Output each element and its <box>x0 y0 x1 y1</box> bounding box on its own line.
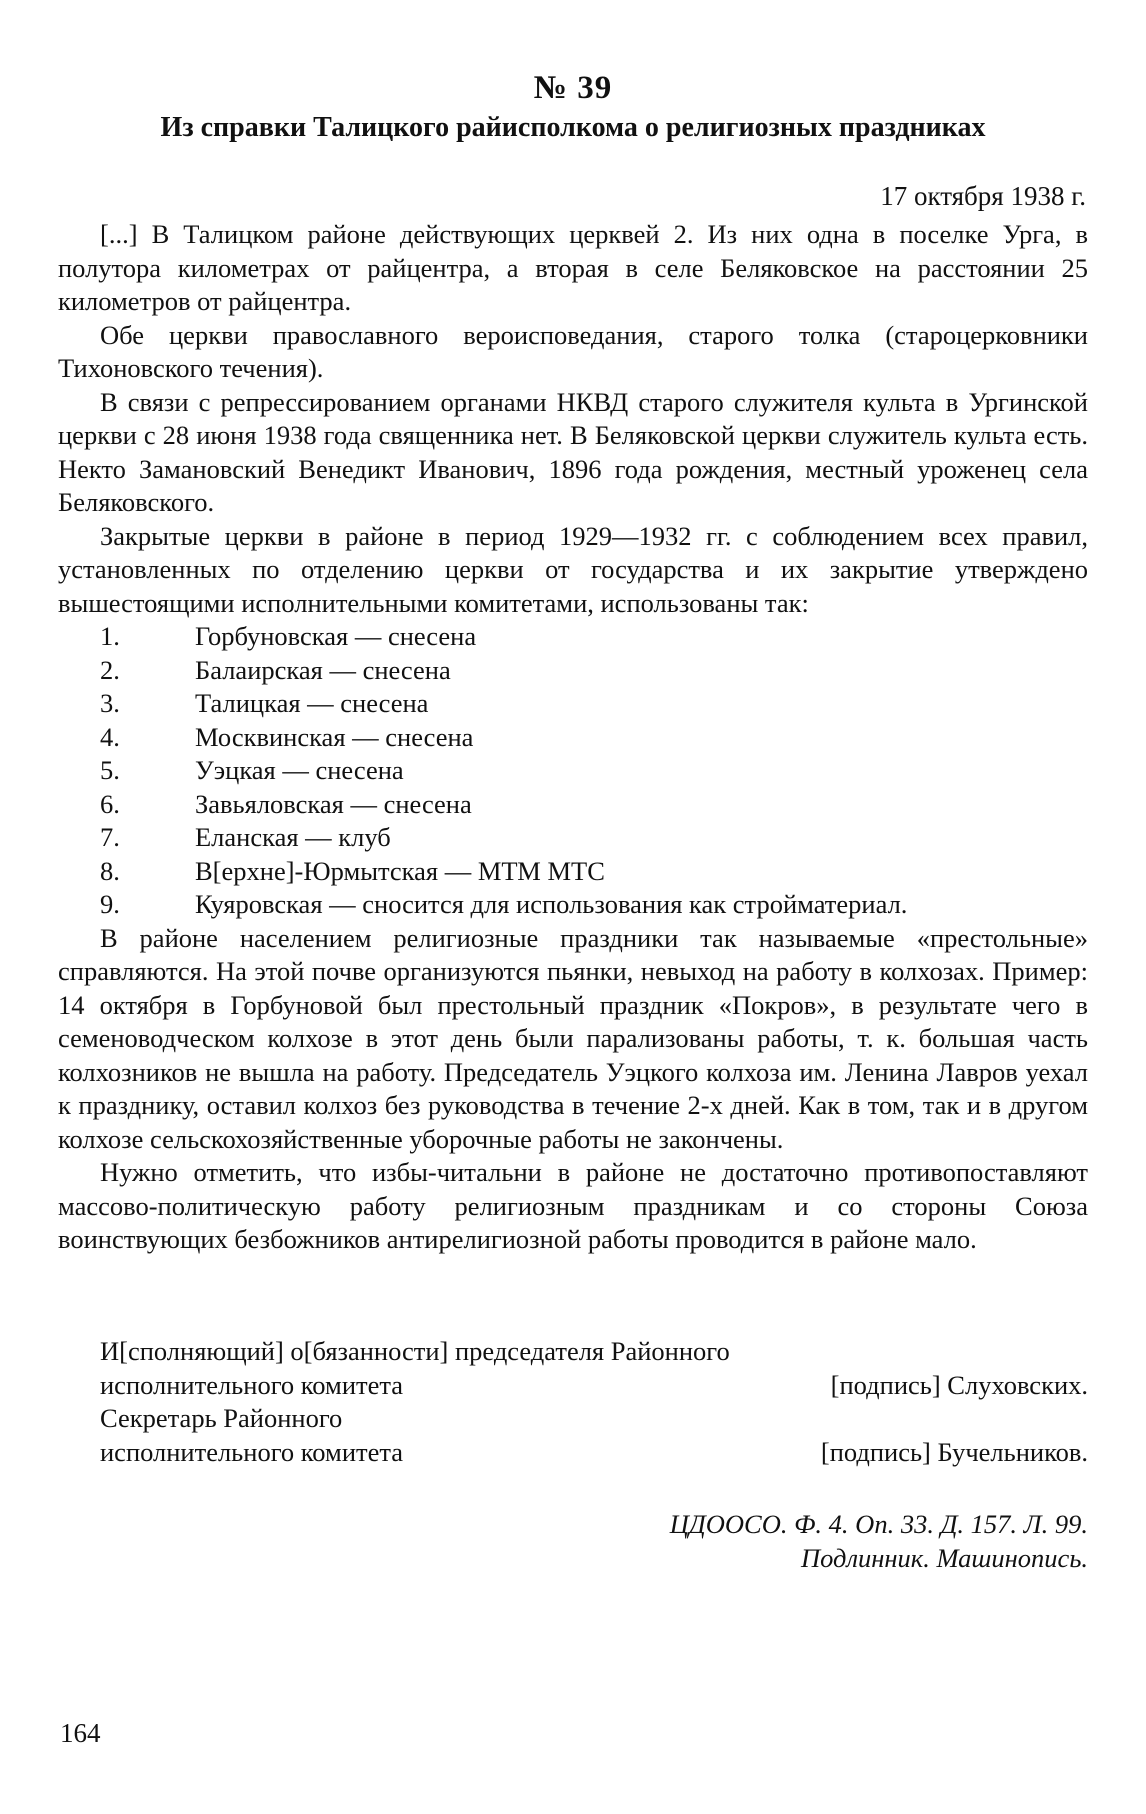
list-item <box>58 721 1088 755</box>
signature-line <box>100 1369 1088 1403</box>
signatory-name: [подпись] Бучельников. <box>820 1436 1088 1467</box>
list-item-text: В[ерхне]-Юрмытская — МТМ МТС <box>195 855 605 886</box>
document-date: 17 октября 1938 г. <box>880 181 1086 211</box>
page-number: 164 <box>60 1718 101 1748</box>
list-item <box>58 821 1088 855</box>
signatory-title: исполнительного комитета <box>100 1369 404 1400</box>
paragraph-holidays: В районе населением религиозные праздники так называемые «престольные» справляются. На этой почве организуются пьянки, невыход на работу в колхозах. Пример: 14 октября в Горбуновой был престольный праздник «Покров», в результате чего в семеноводческом колхозе в этот день были парализованы работы, т. к. большая часть колхозников не вышла на работу. Председатель Уэцкого колхоза им. Ленина Лавров уехал к празднику, оставил колхоз без руководства в течение 2-х дней. Как в том, так и в другом колхозе сельскохозяйственные уборочные работы не закончены. <box>58 922 1088 1154</box>
list-item-number: 2. <box>100 654 120 685</box>
signature-line <box>100 1436 1088 1470</box>
paragraph-churches-count: [...] В Талицком районе действующих церквей 2. Из них одна в поселке Урга, в полутора километрах от райцентра, а вторая в селе Беляковское на расстоянии 25 километров от райцентра. <box>58 219 1088 316</box>
list-item-number: 3. <box>100 688 120 718</box>
list-item-text: Уэцкая — снесена <box>195 755 404 785</box>
list-item <box>58 654 1088 688</box>
closed-churches-list <box>58 620 1088 922</box>
paragraph-reading-rooms: Нужно отметить, что избы-читальни в районе не достаточно противопоставляют массово-политическую работу религиозным праздникам и со стороны Союза воинствующих безбожников антирелигиозной работы проводится в районе мало. <box>58 1157 1088 1254</box>
list-item-number: 4. <box>100 721 120 752</box>
document-number: № 39 <box>533 70 613 106</box>
list-item <box>58 754 1088 788</box>
list-item-text: Москвинская — снесена <box>195 721 474 752</box>
list-item-text: Балаирская — снесена <box>195 654 451 685</box>
list-item-number: 9. <box>100 889 120 919</box>
list-item-number: 6. <box>100 788 120 819</box>
list-item-text: Завьяловская — снесена <box>195 788 472 819</box>
list-item-number: 8. <box>100 855 120 886</box>
list-item <box>58 888 1088 922</box>
paragraph-closed-churches: Закрытые церкви в районе в период 1929—1932 гг. с соблюдением всех правил, установленных по отделению церкви от государства и их закрытие утверждено вышестоящими исполнительными комитетами, использованы так: <box>58 520 1088 618</box>
list-item <box>58 687 1088 721</box>
list-item-text: Куяровская — сносится для использования как стройматериал. <box>195 889 908 919</box>
signature-block <box>100 1335 1088 1469</box>
list-item <box>58 855 1088 889</box>
list-item-text: Еланская — клуб <box>195 822 391 852</box>
paragraph-denomination: Обе церкви православного вероисповедания, старого толка (староцерковники Тихоновского течения). <box>58 319 1088 383</box>
signature-line <box>100 1335 1088 1369</box>
archive-citation <box>670 1508 1088 1575</box>
list-item-number: 1. <box>100 621 120 651</box>
signatory-name: [подпись] Слуховских. <box>830 1369 1088 1400</box>
list-item-text: Горбуновская — снесена <box>195 621 477 651</box>
signatory-title: И[сполняющий] о[бязанности] председателя Районного <box>100 1336 730 1366</box>
list-item <box>58 620 1088 654</box>
document-title: Из справки Талицкого райисполкома о религиозных праздниках <box>160 112 986 143</box>
signatory-title: исполнительного комитета <box>100 1436 404 1467</box>
archive-reference: ЦДООСО. Ф. 4. Оп. 33. Д. 157. Л. 99. <box>669 1509 1088 1539</box>
list-item-number: 5. <box>100 755 120 785</box>
archive-note: Подлинник. Машинопись. <box>801 1542 1088 1573</box>
document-body <box>58 218 1088 1257</box>
signature-line <box>100 1402 1088 1436</box>
list-item <box>58 788 1088 822</box>
list-item-number: 7. <box>100 822 120 852</box>
list-item-text: Талицкая — снесена <box>195 688 429 718</box>
signatory-title: Секретарь Районного <box>100 1403 343 1433</box>
paragraph-clergy: В связи с репрессированием органами НКВД старого служителя культа в Ургинской церкви с 28 июня 1938 года священника нет. В Беляковской церкви служитель культа есть. Некто Замановский Венедикт Иванович, 1896 года рождения, местный уроженец села Беляковского. <box>58 386 1088 517</box>
